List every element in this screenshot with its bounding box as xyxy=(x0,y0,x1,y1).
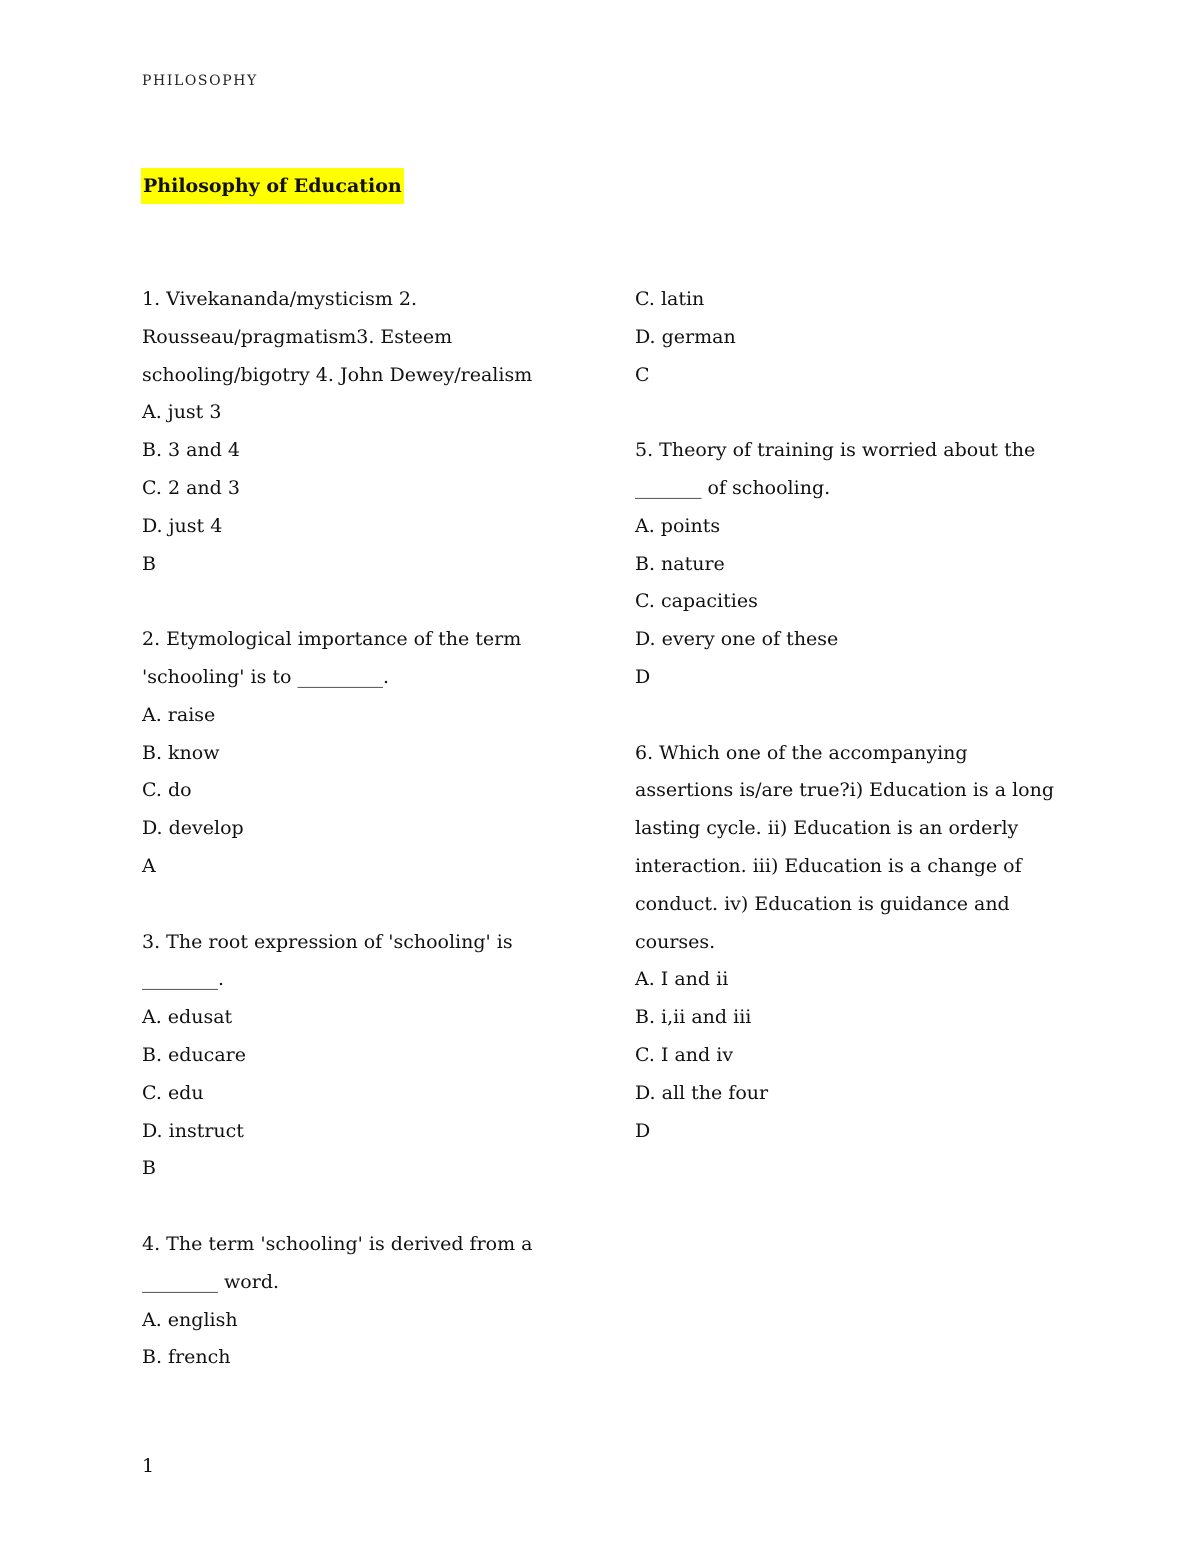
question-4 xyxy=(142,1226,542,1377)
question-6 xyxy=(635,735,1055,1151)
question-3 xyxy=(142,924,542,1189)
question-text-line: Rousseau/pragmatism3. Esteem xyxy=(142,325,453,348)
answer-option: A. raise xyxy=(142,703,216,726)
left-column xyxy=(142,281,542,1377)
answer-option: B. know xyxy=(142,741,220,764)
spacer xyxy=(142,1188,542,1226)
answer-option: A. edusat xyxy=(142,1006,233,1029)
question-text-line: 6. Which one of the accompanying xyxy=(635,741,968,764)
answer-option: D. develop xyxy=(142,817,244,840)
correct-answer: D xyxy=(635,1119,651,1142)
question-2 xyxy=(142,621,542,886)
spacer xyxy=(635,394,1055,432)
question-text-line: 5. Theory of training is worried about the xyxy=(635,439,1036,462)
answer-option: D. instruct xyxy=(142,1119,244,1142)
answer-option: B. french xyxy=(142,1346,231,1369)
answer-option: C. edu xyxy=(142,1081,204,1104)
question-text-line: interaction. iii) Education is a change of xyxy=(635,854,1022,877)
correct-answer: D xyxy=(635,665,651,688)
question-text-line: 2. Etymological importance of the term xyxy=(142,628,522,651)
question-text-line: 1. Vivekananda/mysticism 2. xyxy=(142,288,418,310)
correct-answer: C xyxy=(635,363,650,386)
answer-option: A. points xyxy=(635,514,721,537)
spacer xyxy=(142,583,542,621)
answer-option: D. every one of these xyxy=(635,628,839,651)
answer-option: D. just 4 xyxy=(142,514,223,537)
answer-option: B. i,ii and iii xyxy=(635,1006,752,1029)
question-text-line: assertions is/are true?i) Education is a long xyxy=(635,779,1054,802)
answer-option: A. I and ii xyxy=(635,968,729,991)
correct-answer: B xyxy=(142,1157,156,1180)
question-text-line: courses. xyxy=(635,930,716,953)
answer-option: D. german xyxy=(635,325,736,348)
question-text-line: schooling/bigotry 4. John Dewey/realism xyxy=(142,363,533,386)
question-text-line: _______ of schooling. xyxy=(635,476,831,499)
answer-option: B. educare xyxy=(142,1043,246,1066)
question-text-line: conduct. iv) Education is guidance and xyxy=(635,892,1010,915)
document-title-highlighted: Philosophy of Education xyxy=(141,168,404,204)
question-text-line: lasting cycle. ii) Education is an orderly xyxy=(635,817,1019,840)
answer-option: A. just 3 xyxy=(142,401,222,424)
answer-option: B. 3 and 4 xyxy=(142,439,241,462)
answer-option: C. latin xyxy=(635,288,705,310)
correct-answer: B xyxy=(142,552,156,575)
question-text-line: 4. The term 'schooling' is derived from a xyxy=(142,1232,533,1255)
right-column xyxy=(635,281,1055,1150)
question-1 xyxy=(142,281,542,583)
spacer xyxy=(142,886,542,924)
answer-option: A. english xyxy=(142,1308,238,1331)
answer-option: B. nature xyxy=(635,552,725,575)
answer-option: C. capacities xyxy=(635,590,758,613)
question-text-line: ________. xyxy=(142,968,225,991)
question-text-line: 'schooling' is to _________. xyxy=(142,665,390,688)
question-4-continued xyxy=(635,281,1055,394)
question-text-line: 3. The root expression of 'schooling' is xyxy=(142,930,513,953)
page-number: 1 xyxy=(142,1455,155,1477)
running-header: PHILOSOPHY xyxy=(142,73,258,89)
answer-option: C. 2 and 3 xyxy=(142,476,240,499)
answer-option: D. all the four xyxy=(635,1081,769,1104)
spacer xyxy=(635,697,1055,735)
answer-option: C. do xyxy=(142,779,192,802)
question-5 xyxy=(635,432,1055,697)
question-text-line: ________ word. xyxy=(142,1270,280,1293)
correct-answer: A xyxy=(142,854,156,877)
answer-option: C. I and iv xyxy=(635,1043,734,1066)
